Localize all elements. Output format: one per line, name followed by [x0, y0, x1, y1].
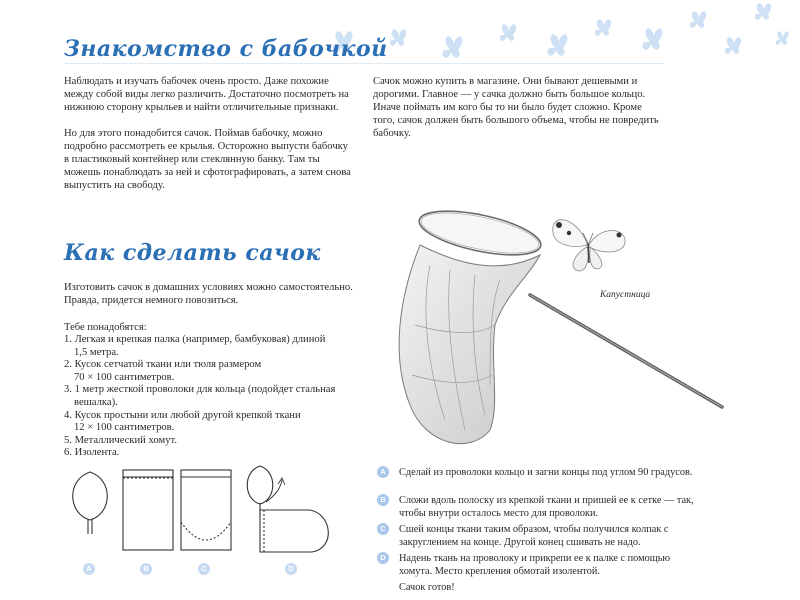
intro-paragraph-3: Сачок можно купить в магазине. Они бывают дешевыми и дорогими. Главное — у сачка должно быть большое кольцо. Иначе поймать им кого бы то ни было будет сложно. Кроме того, сачок должен быть большого объема, чтобы не повредить бабочку. — [373, 76, 659, 139]
title-underline — [64, 63, 664, 64]
diagram-label-d: D — [285, 563, 297, 575]
steps-block — [380, 466, 699, 596]
step-text: Надень ткань на проволоку и прикрепи ее к палке с помощью хомута. Место крепления обмотай изолентой. — [399, 553, 671, 577]
step-a — [380, 466, 699, 479]
step-c — [380, 523, 699, 549]
butterfly-illustration — [545, 205, 635, 280]
diagram-label-b: B — [140, 563, 152, 575]
intro-paragraph-2: Но для этого понадобится сачок. Поймав бабочку, можно подробно рассмотреть ее крылья. Осторожно выпусти бабочку в пластиковый контейнер или стеклянную банку. Там ты можешь понаблюдать за ней и сфотографировать, а затем снова выпустить на свободу. — [64, 128, 351, 191]
step-badge: B — [377, 494, 389, 506]
intro-left-column — [64, 75, 354, 192]
list-item: 6. Изолента. — [64, 447, 120, 459]
step-text: Сшей концы ткани таким образом, чтобы получился колпак с закруглением на конце. Другой конец сшивать не надо. — [399, 524, 669, 548]
step-text: Сложи вдоль полоску из крепкой ткани и пришей ее к сетке — так, чтобы внутри осталось место для проволоки. — [399, 495, 694, 519]
list-item: 2. Кусок сетчатой ткани или тюля размером 70 × 100 сантиметров. — [64, 359, 262, 383]
done-text: Сачок готов! — [399, 582, 455, 593]
diagram-label-c: C — [198, 563, 210, 575]
construction-diagrams — [60, 462, 360, 562]
intro-paragraph-1: Наблюдать и изучать бабочек очень просто. Даже похожие между собой виды легко различить. Достаточно посмотреть на нижнюю сторону крыльев и найти отличительные признаки. — [64, 76, 349, 113]
list-item: 3. 1 метр жесткой проволоки для кольца (подойдет стальная вешалка). — [64, 384, 336, 408]
howto-intro-text: Изготовить сачок в домашних условиях можно самостоятельно. Правда, придется немного повозиться. — [64, 282, 353, 306]
list-item: 1. Легкая и крепкая палка (например, бамбуковая) длиной 1,5 метра. — [64, 334, 326, 358]
section-title-intro: Знакомство с бабочкой — [64, 36, 388, 62]
step-badge: A — [377, 466, 389, 478]
materials-list — [64, 334, 364, 460]
list-item: 4. Кусок простыни или любой другой крепкой ткани 12 × 100 сантиметров. — [64, 409, 301, 434]
intro-right-column — [373, 75, 663, 140]
diagram-label-a: A — [83, 563, 95, 575]
step-text: Сделай из проволоки кольцо и загни концы под углом 90 градусов. — [399, 467, 693, 478]
materials-block — [64, 321, 364, 460]
step-badge: D — [377, 552, 389, 564]
section-title-howto: Как сделать сачок — [64, 240, 321, 266]
butterfly-caption: Капустница — [600, 290, 651, 300]
step-d — [380, 552, 699, 578]
materials-heading: Тебе понадобятся: — [64, 322, 147, 333]
step-b — [380, 494, 699, 520]
list-item: 5. Металлический хомут. — [64, 434, 177, 446]
step-badge: C — [377, 523, 389, 535]
howto-intro — [64, 281, 364, 307]
